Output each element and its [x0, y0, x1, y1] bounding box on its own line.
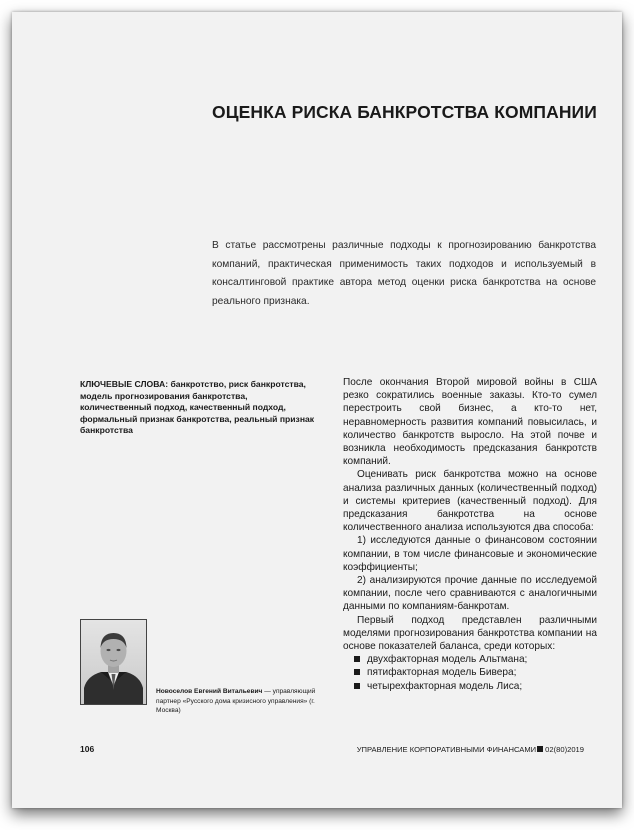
article-abstract: В статье рассмотрены различные подходы к прогнозированию банкротства компаний, практическая применимость таких подходов и используемый в консалтинговой практике автора метод оценки риска банкротства на основе реального признака.	[212, 240, 596, 307]
list-item	[343, 666, 597, 679]
keywords: КЛЮЧЕВЫЕ СЛОВА: банкротство, риск банкротства, модель прогнозирования банкротства, количественный подход, качественный подход, формальный признак банкротства, реальный признак банкротства	[80, 379, 315, 436]
body-paragraph: 2) анализируются прочие данные по исследуемой компании, после чего сравниваются с аналогичными данными по компаниям-банкротам.	[343, 575, 597, 613]
square-separator-icon	[537, 746, 543, 752]
author-name: Новоселов Евгений Витальевич	[156, 688, 263, 695]
body-paragraph: Оценивать риск банкротства можно на основе анализа различных данных (количественный подход) и системы критериев (качественный подход). Для предсказания банкротства на основе количественного анализа используются два способа:	[343, 469, 597, 534]
journal-footer	[357, 745, 584, 754]
list-item-text: двухфакторная модель Альтмана;	[367, 654, 528, 666]
author-bio: — управляющий партнер «Русского дома кризисного управления» (г. Москва)	[156, 688, 316, 714]
bullet-square-icon	[354, 669, 360, 675]
journal-issue: 02(80)2019	[545, 745, 584, 754]
body-paragraph: После окончания Второй мировой войны в США резко сократились военные заказы. Кто-то сумел перестроить свой бизнес, а кто-то нет, неравномерность развития компаний повысилась, и количество банкротств выросло. На этой почве и возникла необходимость предсказания банкротств компаний.	[343, 377, 597, 468]
model-list	[343, 653, 597, 693]
bullet-square-icon	[354, 656, 360, 662]
author-info	[156, 687, 326, 716]
list-item	[343, 653, 597, 666]
journal-page	[12, 12, 622, 808]
list-item	[343, 680, 597, 693]
list-item-text: пятифакторная модель Бивера;	[367, 667, 517, 679]
page-number: 106	[80, 744, 95, 754]
body-paragraph: Первый подход представлен различными моделями прогнозирования банкротства компании на основе показателей баланса, среди которых:	[343, 614, 597, 653]
list-item-text: четырехфакторная модель Лиса;	[367, 680, 523, 692]
article-body	[343, 376, 597, 693]
author-photo	[80, 619, 147, 705]
journal-name: УПРАВЛЕНИЕ КОРПОРАТИВНЫМИ ФИНАНСАМИ	[356, 745, 537, 754]
article-title: ОЦЕНКА РИСКА БАНКРОТСТВА КОМПАНИИ	[212, 102, 597, 122]
body-paragraph: 1) исследуются данные о финансовом состоянии компании, в том числе финансовые и экономические коэффициенты;	[343, 535, 597, 573]
bullet-square-icon	[354, 683, 360, 689]
